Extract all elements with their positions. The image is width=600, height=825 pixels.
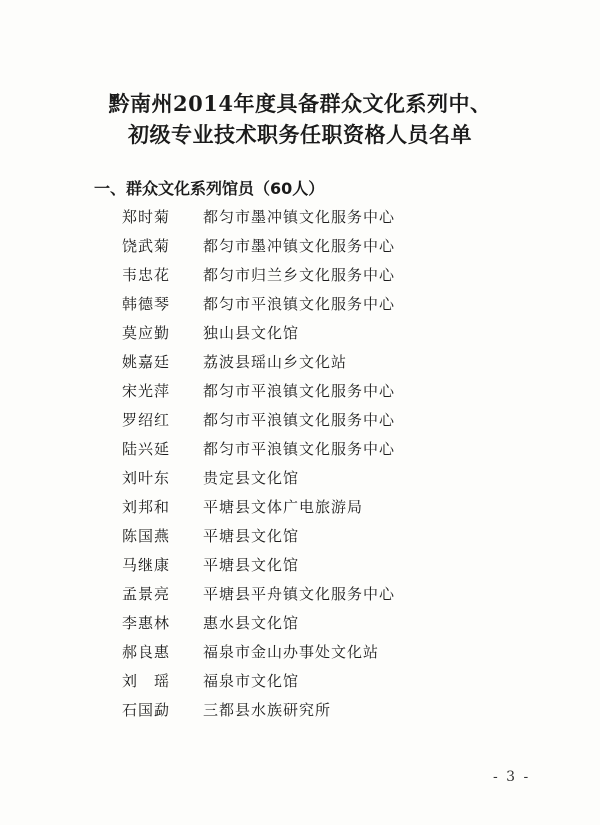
list-item xyxy=(0,293,600,322)
person-name: 罗绍红 xyxy=(122,411,171,429)
person-organization: 三都县水族研究所 xyxy=(203,701,332,719)
list-item xyxy=(0,206,600,235)
person-organization: 平塘县文化馆 xyxy=(203,527,300,545)
person-organization: 都匀市平浪镇文化服务中心 xyxy=(203,382,396,400)
person-name: 郑时菊 xyxy=(122,208,171,226)
person-name: 莫应勤 xyxy=(122,324,171,342)
people-list xyxy=(0,206,600,728)
person-name: 刘 瑶 xyxy=(122,672,171,690)
person-organization: 都匀市平浪镇文化服务中心 xyxy=(203,295,396,313)
person-name: 石国勐 xyxy=(122,701,171,719)
person-name: 宋光萍 xyxy=(122,382,171,400)
person-name: 韦忠花 xyxy=(122,266,171,284)
person-name: 陈国燕 xyxy=(122,527,171,545)
person-name: 马继康 xyxy=(122,556,171,574)
person-name: 李惠林 xyxy=(122,614,171,632)
person-organization: 都匀市平浪镇文化服务中心 xyxy=(203,411,396,429)
person-organization: 平塘县文化馆 xyxy=(203,556,300,574)
list-item xyxy=(0,438,600,467)
document-title-line-1: 黔南州2014年度具备群众文化系列中、 xyxy=(108,91,492,116)
person-name: 孟景亮 xyxy=(122,585,171,603)
person-organization: 都匀市平浪镇文化服务中心 xyxy=(203,440,396,458)
person-organization: 都匀市归兰乡文化服务中心 xyxy=(203,266,396,284)
list-item xyxy=(0,583,600,612)
person-organization: 独山县文化馆 xyxy=(203,324,300,342)
document-title-line-2: 初级专业技术职务任职资格人员名单 xyxy=(128,122,472,147)
page-number: - 3 - xyxy=(493,769,531,785)
person-name: 郝良惠 xyxy=(122,643,171,661)
list-item xyxy=(0,670,600,699)
person-name: 刘邦和 xyxy=(122,498,171,516)
person-organization: 荔波县瑶山乡文化站 xyxy=(203,353,348,371)
section-heading: 一、群众文化系列馆员（60人） xyxy=(94,179,325,198)
list-item xyxy=(0,322,600,351)
list-item xyxy=(0,699,600,728)
list-item xyxy=(0,264,600,293)
person-organization: 平塘县平舟镇文化服务中心 xyxy=(203,585,396,603)
list-item xyxy=(0,496,600,525)
person-name: 饶武菊 xyxy=(122,237,171,255)
person-organization: 惠水县文化馆 xyxy=(203,614,300,632)
person-name: 韩德琴 xyxy=(122,295,171,313)
person-name: 刘叶东 xyxy=(122,469,171,487)
person-organization: 都匀市墨冲镇文化服务中心 xyxy=(203,237,396,255)
person-organization: 平塘县文体广电旅游局 xyxy=(203,498,364,516)
person-organization: 福泉市文化馆 xyxy=(203,672,300,690)
list-item xyxy=(0,235,600,264)
list-item xyxy=(0,380,600,409)
person-name: 陆兴延 xyxy=(122,440,171,458)
list-item xyxy=(0,409,600,438)
list-item xyxy=(0,612,600,641)
list-item xyxy=(0,554,600,583)
list-item xyxy=(0,525,600,554)
list-item xyxy=(0,351,600,380)
person-organization: 都匀市墨冲镇文化服务中心 xyxy=(203,208,396,226)
person-name: 姚嘉廷 xyxy=(122,353,171,371)
list-item xyxy=(0,467,600,496)
list-item xyxy=(0,641,600,670)
person-organization: 贵定县文化馆 xyxy=(203,469,300,487)
person-organization: 福泉市金山办事处文化站 xyxy=(203,643,380,661)
